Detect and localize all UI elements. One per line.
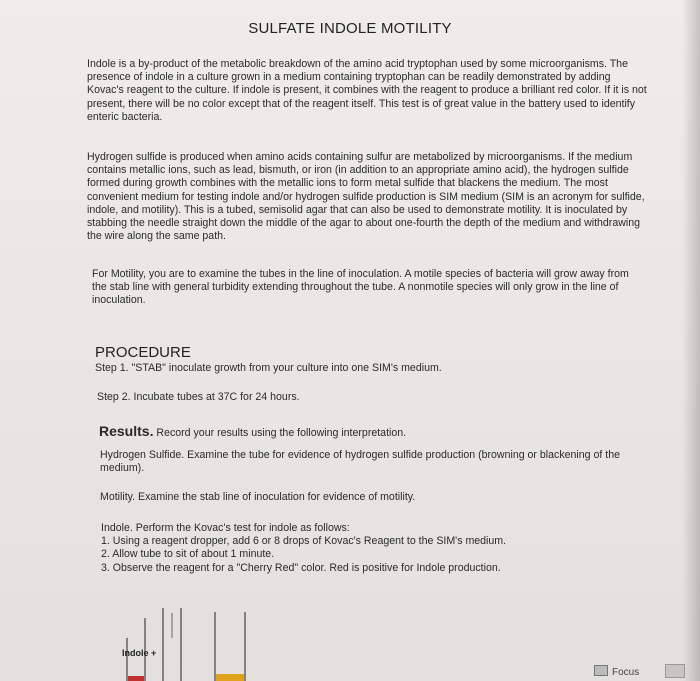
tube-indole-negative [215, 612, 245, 681]
results-indole-intro: Indole. Perform the Kovac's test for indole as follows: [101, 522, 350, 534]
results-motility: Motility. Examine the stab line of inoculation for evidence of motility. [100, 491, 416, 503]
sim-tubes-illustration [115, 598, 275, 681]
yellow-reagent-layer [216, 674, 244, 681]
focus-label: Focus [612, 667, 640, 678]
results-indole-step: 1. Using a reagent dropper, add 6 or 8 drops of Kovac's Reagent to the SIM's medium. [101, 535, 507, 548]
results-heading: Results. [99, 423, 154, 439]
tube-label: Indole + [122, 648, 157, 658]
view-toggle-button[interactable] [665, 664, 685, 678]
red-reagent-layer [128, 676, 144, 681]
tube-middle [163, 608, 181, 681]
focus-button[interactable] [594, 665, 639, 679]
results-intro: Record your results using the following interpretation. [156, 427, 407, 439]
results-line [99, 423, 406, 439]
results-hydrogen-sulfide: Hydrogen Sulfide. Examine the tube for evidence of hydrogen sulfide production (browning or blackening of the medium). [100, 449, 621, 475]
focus-icon [594, 665, 608, 676]
page-title: SULFATE INDOLE MOTILITY [248, 20, 452, 37]
page-edge-shadow [682, 0, 700, 681]
indole-paragraph: Indole is a by-product of the metabolic breakdown of the amino acid tryptophan used by some microorganisms. The presence of indole in a culture grown in a medium containing tryptophan can be readily demonstrated by adding Kovac's reagent to the culture. If indole is present, it combines with the reagent to produce a brilliant red color. If it is not present, there will be no color except that of the reagent itself. This test is of great value in the battery used to identify enteric bacteria. [87, 58, 647, 123]
results-indole-step: 3. Observe the reagent for a "Cherry Red" color. Red is positive for Indole production. [101, 561, 501, 574]
procedure-step-2: Step 2. Incubate tubes at 37C for 24 hours. [97, 391, 300, 403]
results-indole [101, 522, 621, 575]
hydrogen-sulfide-paragraph: Hydrogen sulfide is produced when amino acids containing sulfur are metabolized by microorganisms. If the medium contains metallic ions, such as lead, bismuth, or iron (in addition to an appropriate amino acid), the hydrogen sulfide formed during growth combines with the metallic ions to form metal sulfide that blackens the medium. The most convenient medium for testing indole and/or hydrogen sulfide production is SIM medium (SIM is an acronym for sulfide, indole, and motility). This is a tubed, semisolid agar that can also be used to demonstrate motility. It is inoculated by stabbing the needle straight down the middle of the agar to about one-fourth the depth of the medium and withdrawing the wire along the same path. [87, 151, 645, 243]
results-indole-step: 2. Allow tube to sit of about 1 minute. [101, 548, 275, 561]
procedure-heading: PROCEDURE [95, 344, 191, 361]
procedure-step-1: Step 1. "STAB" inoculate growth from your culture into one SIM's medium. [95, 362, 442, 374]
motility-paragraph: For Motility, you are to examine the tubes in the line of inoculation. A motile species of bacteria will grow away from the stab line with general turbidity extending throughout the tube. A nonmotile species will only grow in the line of inoculation. [92, 268, 629, 307]
